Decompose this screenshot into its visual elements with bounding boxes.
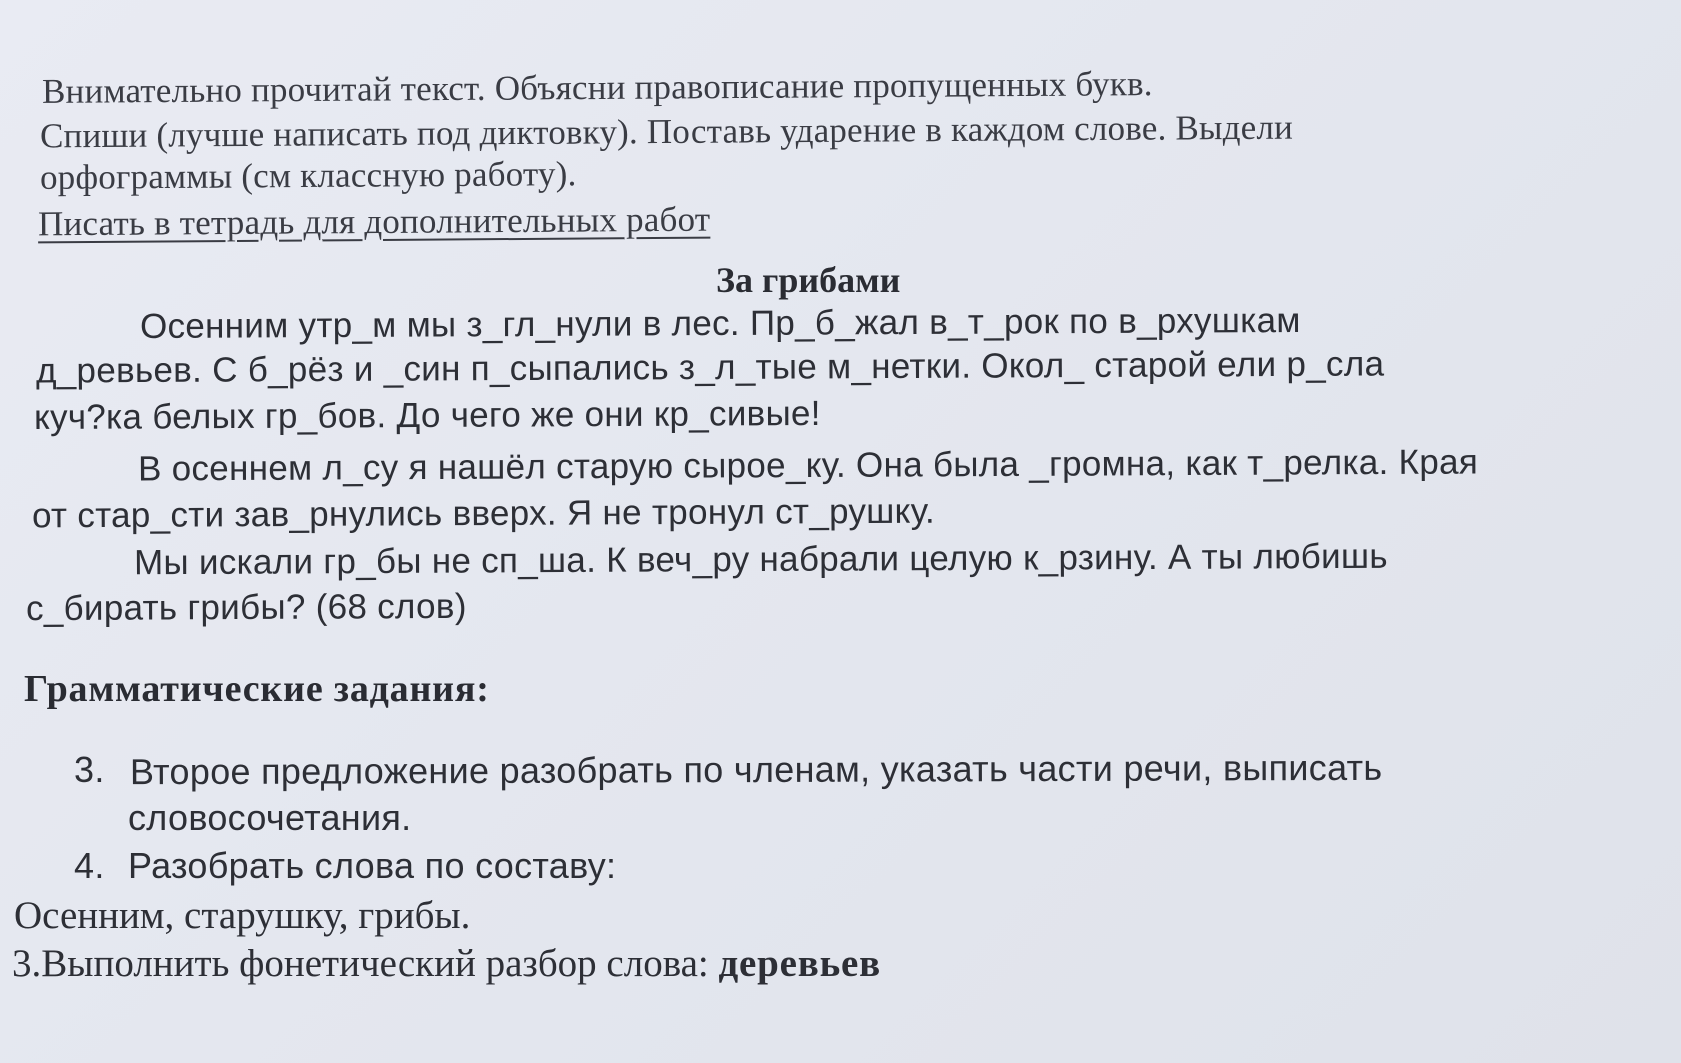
dictation-line-6: Мы искали гр_бы не сп_ша. К веч_ру набрали целую к_рзину. А ты любишь bbox=[133, 536, 1388, 583]
instruction-line-3: орфограммы (см классную работу). bbox=[39, 154, 577, 197]
task-3-number: 3. bbox=[74, 749, 105, 790]
dictation-line-1: Осенним утр_м мы з_гл_нули в лес. Пр_б_жал в_т_рок по в_рхушкам bbox=[139, 300, 1301, 347]
dictation-line-4: В осеннем л_су я нашёл старую сырое_ку. Она была _громна, как т_релка. Края bbox=[137, 442, 1479, 489]
dictation-line-3: куч?ка белых гр_бов. До чего же они кр_сивые! bbox=[33, 393, 821, 438]
task-5-text: 3.Выполнить фонетический разбор слова: bbox=[12, 942, 709, 985]
dictation-line-7: с_бирать грибы? (68 слов) bbox=[25, 586, 467, 629]
dictation-line-5: от стар_сти зав_рнулись вверх. Я не тронул ст_рушку. bbox=[31, 491, 936, 536]
grammar-heading: Грамматические задания: bbox=[24, 668, 490, 710]
instruction-line-2: Спиши (лучше написать под диктовку). Поставь ударение в каждом слове. Выдели bbox=[39, 107, 1294, 156]
task-4-number: 4. bbox=[74, 845, 105, 886]
task-5-word: деревьев bbox=[718, 942, 881, 985]
dictation-title: За грибами bbox=[716, 260, 901, 300]
dictation-line-2: д_ревьев. С б_рёз и _син п_сыпались з_л_тые м_нетки. Окол_ старой ели р_сла bbox=[35, 344, 1385, 391]
instruction-notebook-note: Писать в тетрадь для дополнительных работ bbox=[37, 199, 711, 244]
task-3-text: Второе предложение разобрать по членам, указать части речи, выписать bbox=[129, 746, 1383, 793]
task-3-text-continued: словосочетания. bbox=[128, 797, 412, 838]
task-4-text: Разобрать слова по составу: bbox=[128, 845, 617, 886]
task-4-words: Осенним, старушку, грибы. bbox=[14, 894, 471, 937]
task-5-line bbox=[12, 944, 881, 983]
instruction-line-1: Внимательно прочитай текст. Объясни правописание пропущенных букв. bbox=[41, 64, 1153, 111]
